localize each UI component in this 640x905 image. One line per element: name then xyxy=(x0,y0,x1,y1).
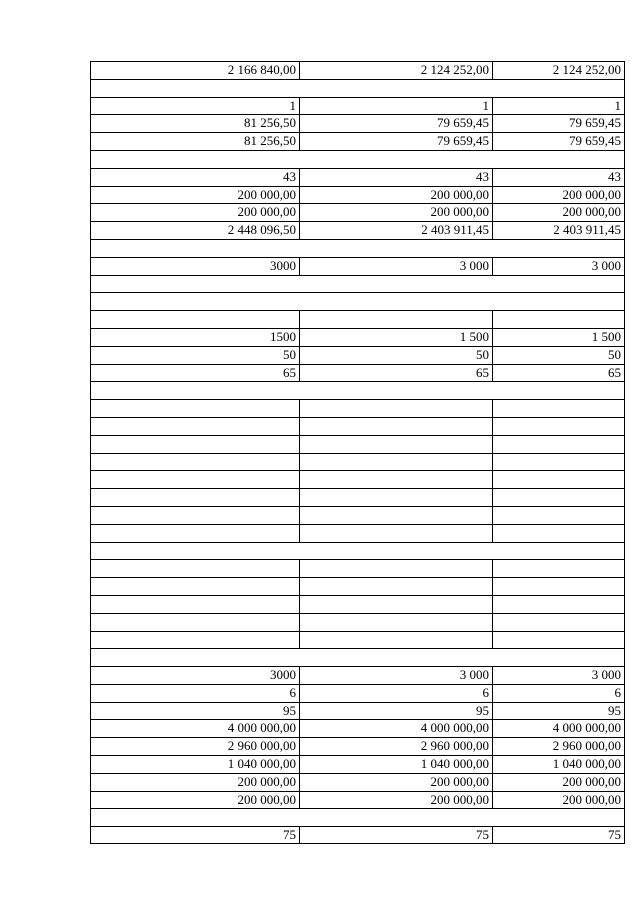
table-cell: 200 000,00 xyxy=(492,792,625,809)
table-row xyxy=(90,666,625,684)
table-cell: 65 xyxy=(492,365,625,382)
table-row xyxy=(90,737,625,755)
table-row xyxy=(90,506,625,524)
table-cell xyxy=(299,596,492,613)
table-cell xyxy=(492,436,625,453)
table-cell xyxy=(299,400,492,417)
table-row xyxy=(90,613,625,631)
table-row xyxy=(90,435,625,453)
table-cell: 200 000,00 xyxy=(299,774,492,791)
table-cell: 200 000,00 xyxy=(299,792,492,809)
table-cell: 95 xyxy=(90,703,299,720)
table-row xyxy=(90,114,625,132)
table-cell xyxy=(90,400,299,417)
table-cell: 1 xyxy=(299,98,492,115)
table-cell: 2 124 252,00 xyxy=(492,62,625,79)
table-cell: 1500 xyxy=(90,329,299,346)
table-cell: 4 000 000,00 xyxy=(492,720,625,737)
table-cell: 2 960 000,00 xyxy=(492,738,625,755)
table-cell xyxy=(492,400,625,417)
table-cell: 95 xyxy=(299,703,492,720)
table-cell xyxy=(90,418,299,435)
table-cell: 65 xyxy=(90,365,299,382)
table-cell xyxy=(90,560,299,577)
table-cell: 200 000,00 xyxy=(90,774,299,791)
spacer-row xyxy=(90,381,625,399)
table-cell xyxy=(492,614,625,631)
table-row xyxy=(90,684,625,702)
table-cell xyxy=(90,507,299,524)
table-cell xyxy=(299,578,492,595)
table-cell xyxy=(492,418,625,435)
table-row xyxy=(90,417,625,435)
table-cell xyxy=(90,454,299,471)
table-cell xyxy=(492,578,625,595)
table-cell xyxy=(492,525,625,542)
table-cell: 2 403 911,45 xyxy=(299,222,492,239)
table-cell xyxy=(492,507,625,524)
table-row xyxy=(90,631,625,649)
table-cell: 75 xyxy=(492,827,625,843)
table-cell xyxy=(299,560,492,577)
table-row xyxy=(90,168,625,186)
table-row xyxy=(90,719,625,737)
table-cell: 75 xyxy=(299,827,492,843)
table-cell: 2 403 911,45 xyxy=(492,222,625,239)
table-cell: 200 000,00 xyxy=(492,187,625,204)
data-table xyxy=(90,61,625,844)
spacer-row xyxy=(90,292,625,310)
table-cell: 65 xyxy=(299,365,492,382)
table-cell xyxy=(90,311,299,328)
table-cell: 43 xyxy=(492,169,625,186)
spacer-row xyxy=(90,648,625,666)
table-cell: 50 xyxy=(492,347,625,364)
spacer-row xyxy=(90,808,625,826)
table-cell: 6 xyxy=(492,685,625,702)
table-cell: 4 000 000,00 xyxy=(299,720,492,737)
table-cell: 200 000,00 xyxy=(299,187,492,204)
table-cell: 50 xyxy=(90,347,299,364)
table-cell: 79 659,45 xyxy=(492,133,625,150)
table-row xyxy=(90,826,625,844)
table-cell xyxy=(299,507,492,524)
table-cell xyxy=(492,560,625,577)
table-cell xyxy=(492,632,625,649)
table-cell: 95 xyxy=(492,703,625,720)
table-row xyxy=(90,186,625,204)
table-row xyxy=(90,488,625,506)
table-cell: 81 256,50 xyxy=(90,133,299,150)
table-row xyxy=(90,453,625,471)
table-row xyxy=(90,257,625,275)
table-cell: 50 xyxy=(299,347,492,364)
table-row xyxy=(90,399,625,417)
table-cell: 200 000,00 xyxy=(299,204,492,221)
table-cell xyxy=(299,471,492,488)
table-cell xyxy=(299,614,492,631)
table-row xyxy=(90,595,625,613)
table-row xyxy=(90,364,625,382)
table-cell xyxy=(90,471,299,488)
table-cell: 200 000,00 xyxy=(90,792,299,809)
table-cell xyxy=(90,525,299,542)
table-cell: 1 500 xyxy=(492,329,625,346)
table-row xyxy=(90,203,625,221)
table-cell xyxy=(90,632,299,649)
table-cell xyxy=(90,578,299,595)
spacer-row xyxy=(90,542,625,560)
table-cell: 1 xyxy=(90,98,299,115)
table-row xyxy=(90,559,625,577)
table-cell: 3000 xyxy=(90,667,299,684)
spacer-row xyxy=(90,239,625,257)
table-cell xyxy=(299,436,492,453)
table-cell xyxy=(492,596,625,613)
table-cell: 79 659,45 xyxy=(299,115,492,132)
table-cell xyxy=(299,311,492,328)
table-row xyxy=(90,310,625,328)
table-row xyxy=(90,470,625,488)
table-cell: 75 xyxy=(90,827,299,843)
table-cell xyxy=(299,525,492,542)
table-cell: 3000 xyxy=(90,258,299,275)
table-cell xyxy=(90,596,299,613)
table-cell: 3 000 xyxy=(492,258,625,275)
spacer-row xyxy=(90,79,625,97)
table-row xyxy=(90,61,625,79)
table-cell: 3 000 xyxy=(299,667,492,684)
table-row xyxy=(90,132,625,150)
table-cell: 200 000,00 xyxy=(492,774,625,791)
table-cell: 2 448 096,50 xyxy=(90,222,299,239)
table-cell xyxy=(299,632,492,649)
table-row xyxy=(90,577,625,595)
table-cell: 200 000,00 xyxy=(90,187,299,204)
table-cell: 4 000 000,00 xyxy=(90,720,299,737)
table-cell: 1 040 000,00 xyxy=(90,756,299,773)
table-cell: 2 166 840,00 xyxy=(90,62,299,79)
table-cell xyxy=(299,489,492,506)
table-cell xyxy=(90,489,299,506)
table-cell: 43 xyxy=(299,169,492,186)
table-row xyxy=(90,221,625,239)
table-cell: 1 500 xyxy=(299,329,492,346)
table-row xyxy=(90,346,625,364)
table-row xyxy=(90,524,625,542)
table-cell xyxy=(492,454,625,471)
table-row xyxy=(90,773,625,791)
table-cell: 6 xyxy=(299,685,492,702)
spacer-row xyxy=(90,275,625,293)
table-cell: 1 xyxy=(492,98,625,115)
spacer-row xyxy=(90,150,625,168)
table-cell: 200 000,00 xyxy=(492,204,625,221)
table-cell xyxy=(492,471,625,488)
table-row xyxy=(90,791,625,809)
table-cell: 3 000 xyxy=(299,258,492,275)
table-cell: 43 xyxy=(90,169,299,186)
table-cell xyxy=(90,614,299,631)
table-cell: 79 659,45 xyxy=(492,115,625,132)
table-row xyxy=(90,755,625,773)
table-cell: 1 040 000,00 xyxy=(299,756,492,773)
table-cell xyxy=(299,454,492,471)
table-cell: 3 000 xyxy=(492,667,625,684)
table-row xyxy=(90,702,625,720)
table-cell: 2 960 000,00 xyxy=(90,738,299,755)
table-cell: 2 960 000,00 xyxy=(299,738,492,755)
table-row xyxy=(90,97,625,115)
table-cell: 81 256,50 xyxy=(90,115,299,132)
table-cell xyxy=(90,436,299,453)
table-cell xyxy=(492,489,625,506)
table-cell xyxy=(492,311,625,328)
table-cell: 1 040 000,00 xyxy=(492,756,625,773)
table-cell: 79 659,45 xyxy=(299,133,492,150)
table-cell: 6 xyxy=(90,685,299,702)
table-cell: 2 124 252,00 xyxy=(299,62,492,79)
table-cell xyxy=(299,418,492,435)
table-cell: 200 000,00 xyxy=(90,204,299,221)
table-row xyxy=(90,328,625,346)
